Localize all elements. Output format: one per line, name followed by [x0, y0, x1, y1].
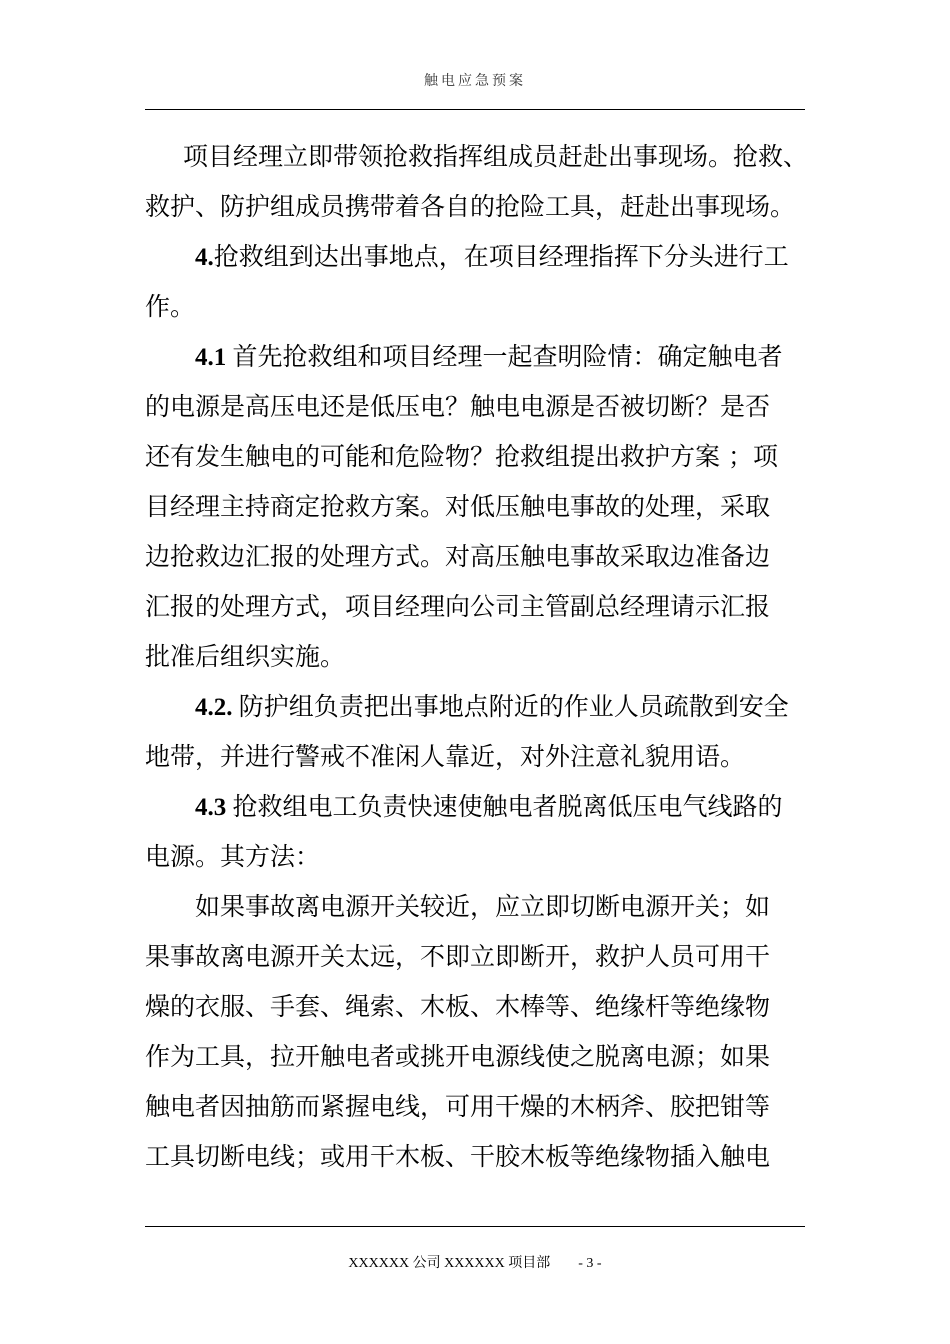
page-header-title: 触电应急预案 [424, 73, 526, 89]
text-line: 汇报的处理方式，项目经理向公司主管副总经理请示汇报 [145, 592, 771, 621]
text-line: 还有发生触电的可能和危险物？抢救组提出救护方案 ；项 [145, 442, 778, 471]
text-line [145, 682, 813, 732]
text-span: 首先抢救组和项目经理一起查明险情：确定触电者 [232, 342, 783, 371]
text-line: 燥的衣服、手套、绳索、木板、木棒等、绝缘杆等绝缘物 [145, 992, 771, 1021]
text-line: 工具切断电线；或用干木板、干胶木板等绝缘物插入触电 [145, 1142, 771, 1171]
text-line [145, 782, 813, 832]
text-line: 如果事故离电源开关较近，应立即切断电源开关；如 [195, 892, 771, 921]
text-line: 作。 [145, 292, 196, 321]
text-line [145, 232, 813, 282]
text-span: 抢救组到达出事地点，在项目经理指挥下分头进行工 [213, 242, 789, 271]
header-divider [145, 109, 805, 110]
document-body [145, 132, 813, 1182]
text-line: 的电源是高压电还是低压电？触电电源是否被切断？是否 [145, 392, 771, 421]
text-line: 电源。其方法： [145, 842, 321, 871]
page-footer [0, 1252, 950, 1272]
text-line: 批准后组织实施。 [145, 642, 346, 671]
section-number: 4.3 [195, 794, 233, 821]
text-line [145, 332, 813, 382]
section-number: 4. [195, 244, 214, 271]
text-line: 救护、防护组成员携带着各自的抢险工具，赶赴出事现场。 [145, 192, 796, 221]
page-number: - 3 - [578, 1256, 602, 1271]
text-span: 抢救组电工负责快速使触电者脱离低压电气线路的 [232, 792, 783, 821]
text-line: 地带，并进行警戒不准闲人靠近，对外注意礼貌用语。 [145, 742, 746, 771]
text-line: 触电者因抽筋而紧握电线，可用干燥的木柄斧、胶把钳等 [145, 1092, 771, 1121]
text-line: 边抢救边汇报的处理方式。对高压触电事故采取边准备边 [145, 542, 771, 571]
text-span: 防护组负责把出事地点附近的作业人员疏散到安全 [238, 692, 789, 721]
text-line: 目经理主持商定抢救方案。对低压触电事故的处理，采取 [145, 492, 771, 521]
footer-divider [145, 1226, 805, 1227]
text-line: 作为工具，拉开触电者或挑开电源线使之脱离电源；如果 [145, 1042, 771, 1071]
text-line: 果事故离电源开关太远，不即立即断开，救护人员可用干 [145, 942, 771, 971]
section-number: 4.2. [195, 694, 239, 721]
footer-company: XXXXXX 公司 XXXXXX 项目部 [348, 1256, 551, 1271]
section-number: 4.1 [195, 344, 233, 371]
text-line: 项目经理立即带领抢救指挥组成员赶赴出事现场。抢救、 [183, 142, 809, 171]
